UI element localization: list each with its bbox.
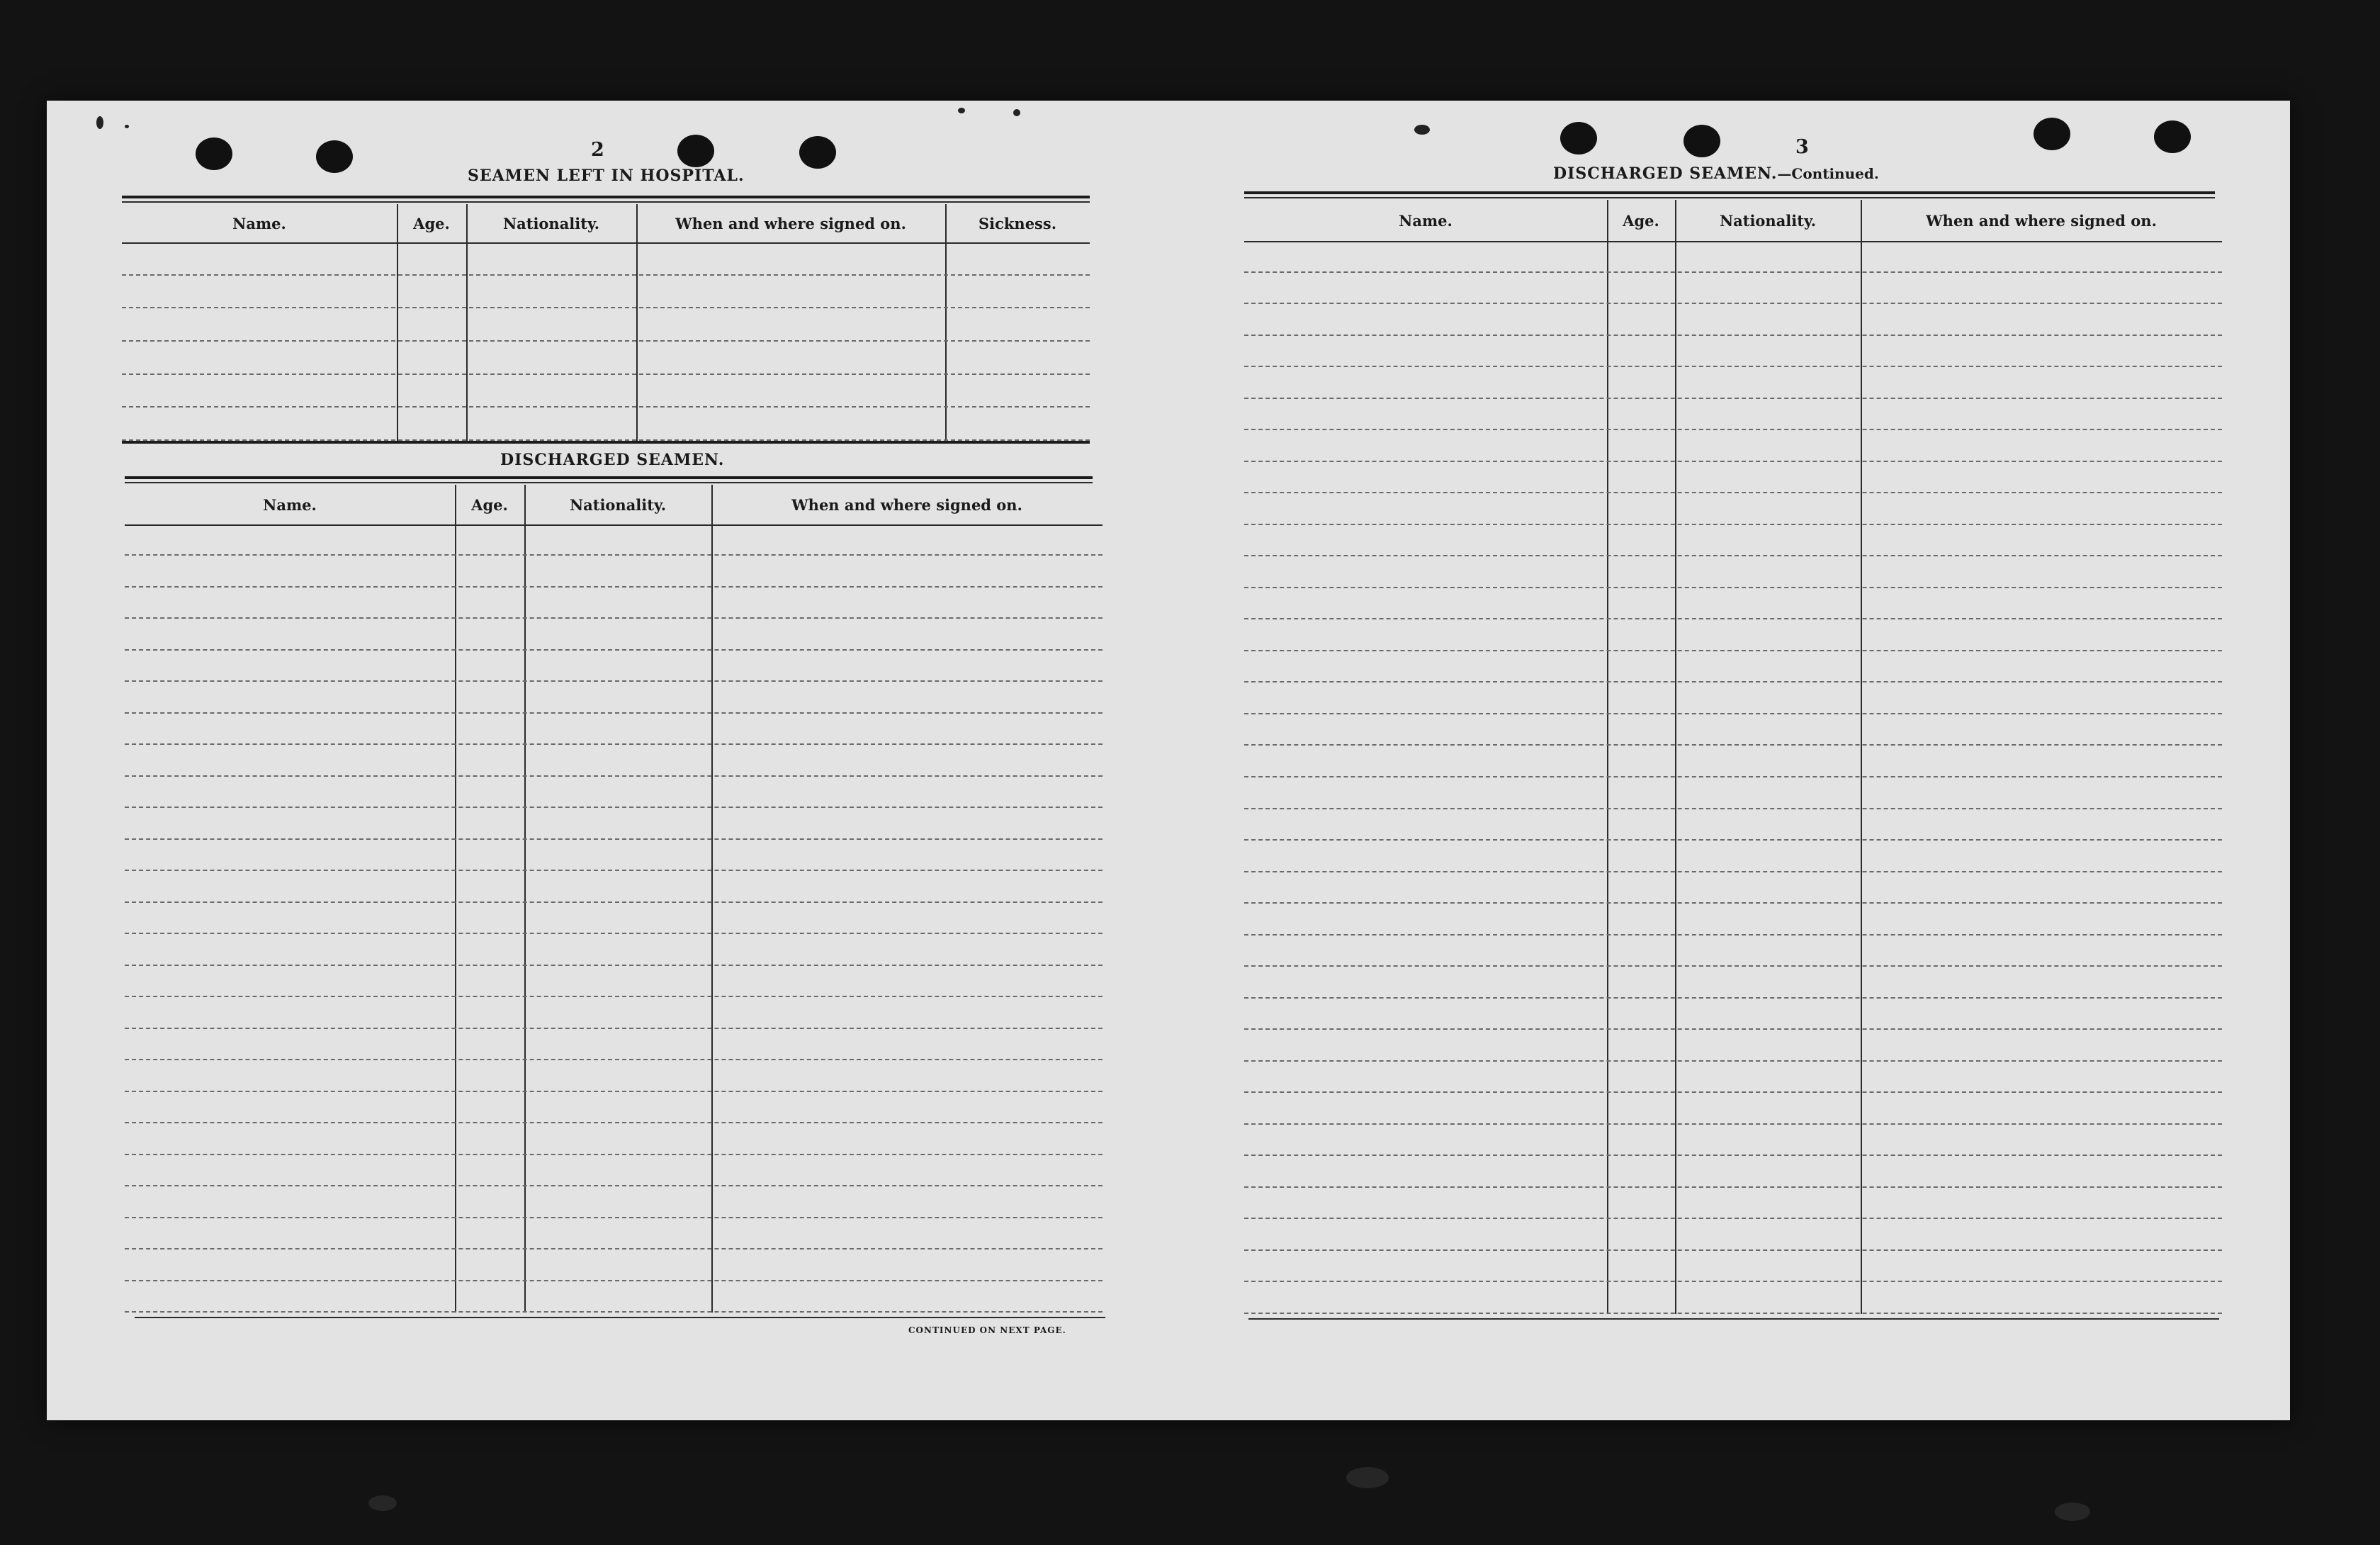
page-number: 3 [1795,136,1809,158]
entry-row-line [1244,839,2222,841]
entry-row-line [125,1185,1102,1186]
table-header [1244,200,2222,242]
entry-row-line [1244,398,2222,399]
entry-row-line [125,617,1102,619]
heading-rule [122,196,1090,198]
film-speck [1346,1467,1389,1488]
entry-row-line [125,1059,1102,1060]
entry-row-line [125,1091,1102,1092]
entry-row-line [1244,776,2222,777]
continued-note: CONTINUED ON NEXT PAGE. [908,1325,1066,1335]
entry-rows [125,524,1102,1313]
entry-row-line [1244,681,2222,682]
column-header-signed-on: When and where signed on. [675,214,906,232]
entry-row-line [125,743,1102,745]
column-header-nationality: Nationality. [1719,211,1817,230]
entry-row-line [125,775,1102,777]
entry-row-line [125,1122,1102,1123]
column-header-nationality: Nationality. [502,214,600,232]
entry-row-line [122,373,1090,375]
heading-rule [125,482,1093,483]
right-page [1180,101,2290,1420]
entry-row-line [1244,1123,2222,1125]
table-bottom-rule [135,1317,1105,1318]
entry-row-line [1244,271,2222,273]
section-title-hospital: SEAMEN LEFT IN HOSPITAL. [468,167,745,185]
entry-row-line [125,1248,1102,1249]
entry-row-line [125,1280,1102,1281]
entry-row-line [1244,366,2222,367]
entry-row-line [125,838,1102,840]
column-header-name: Name. [232,214,286,232]
entry-row-line [125,1028,1102,1029]
entry-row-line [122,307,1090,308]
table-header [125,485,1102,526]
entry-row-line [125,1154,1102,1155]
page-number: 2 [591,139,604,161]
section-title: DISCHARGED SEAMEN. [1553,164,1778,183]
entry-row-line [122,406,1090,408]
entry-row-line [1244,997,2222,999]
entry-row-line [1244,524,2222,525]
left-page [47,101,1152,1420]
entry-row-line [1244,1281,2222,1282]
table-bottom-rule [1248,1318,2219,1320]
entry-row-line [1244,808,2222,809]
entry-row-line [1244,303,2222,304]
entry-rows [1244,241,2222,1314]
continued-label: —Continued. [1777,165,1879,182]
entry-rows [122,242,1090,441]
entry-row-line [125,965,1102,966]
section-title-discharged: DISCHARGED SEAMEN. [500,451,725,469]
entry-row-line [125,554,1102,556]
entry-row-line [125,870,1102,871]
entry-row-line [125,680,1102,682]
entry-row-line [125,1217,1102,1218]
entry-row-line [1244,934,2222,936]
section-title-discharged-continued [1553,164,1879,183]
heading-rule [1244,197,2215,198]
discharged-continued-table [1244,200,2222,1314]
entry-row-line [1244,1028,2222,1030]
column-header-name: Name. [1399,211,1453,230]
entry-row-line [1244,1154,2222,1156]
entry-row-line [1244,744,2222,746]
entry-row-line [1244,461,2222,462]
entry-row-line [1244,587,2222,588]
entry-row-line [1244,618,2222,619]
hospital-table [122,204,1090,441]
entry-row-line [1244,492,2222,493]
entry-row-line [1244,335,2222,336]
entry-row-line [125,1311,1102,1313]
entry-row-line [1244,1218,2222,1219]
column-header-signed-on: When and where signed on. [1926,211,2157,230]
section-rule [122,441,1090,444]
entry-row-line [125,712,1102,714]
column-header-signed-on: When and where signed on. [791,495,1022,514]
ledger-sheet [47,101,2290,1420]
entry-row-line [125,996,1102,997]
heading-rule [1244,191,2215,194]
entry-row-line [125,649,1102,651]
entry-row-line [1244,1186,2222,1188]
entry-row-line [1244,1091,2222,1093]
entry-row-line [125,586,1102,588]
entry-row-line [125,807,1102,808]
column-header-name: Name. [263,495,317,514]
film-speck [2055,1502,2090,1521]
entry-row-line [1244,1313,2222,1314]
film-speck [368,1495,397,1511]
entry-row-line [1244,871,2222,872]
column-header-nationality: Nationality. [569,495,667,514]
entry-row-line [1244,1060,2222,1062]
entry-row-line [122,274,1090,276]
column-header-sickness: Sickness. [978,214,1057,232]
column-header-age: Age. [413,214,450,232]
entry-row-line [1244,902,2222,904]
heading-rule [125,476,1093,479]
column-header-age: Age. [471,495,508,514]
entry-row-line [1244,555,2222,556]
entry-row-line [125,901,1102,903]
entry-row-line [1244,713,2222,714]
entry-row-line [122,340,1090,342]
heading-rule [122,201,1090,203]
entry-row-line [1244,965,2222,967]
entry-row-line [1244,1249,2222,1251]
entry-row-line [125,933,1102,934]
entry-row-line [1244,650,2222,651]
entry-row-line [1244,429,2222,430]
discharged-table [125,485,1102,1313]
column-header-age: Age. [1623,211,1659,230]
